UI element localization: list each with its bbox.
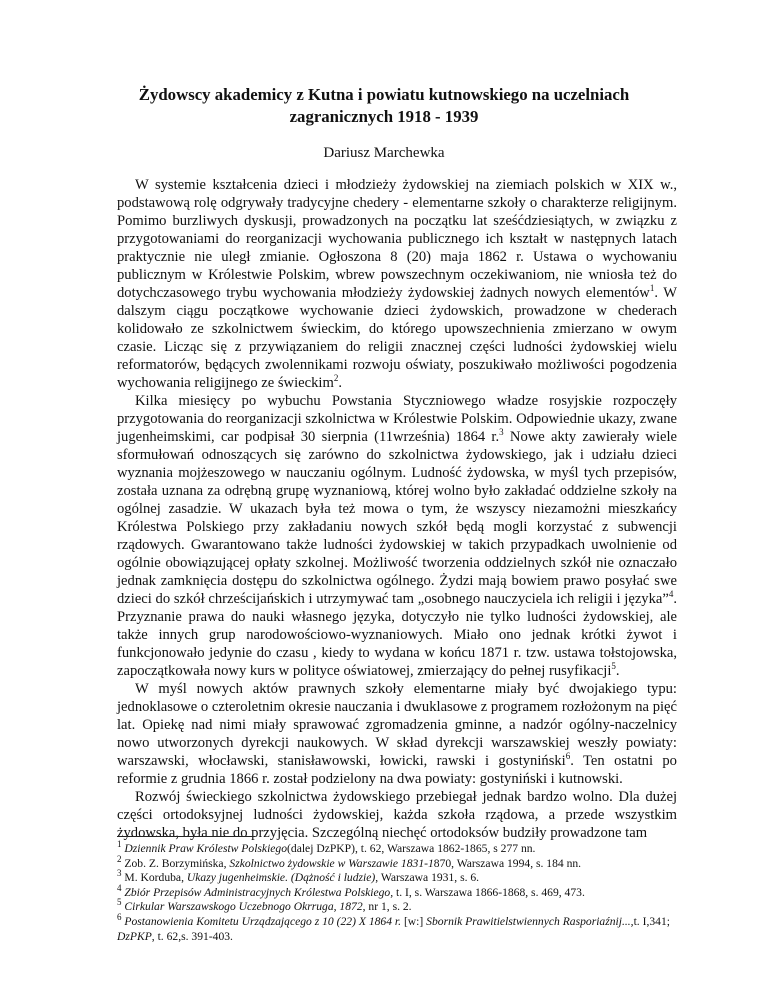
footnote-italic-text: Dziennik Praw Królestw Polskiego bbox=[124, 842, 288, 855]
article-body bbox=[117, 176, 677, 842]
paragraph-text: W systemie kształcenia dzieci i młodzieży żydowskiej na ziemiach polskich w XIX w., podstawową rolę odgrywały tradycyjne chedery - elementarne szkoły o charakterze religijnym. Pomimo burzliwych dyskusji, prowadzonych na początku lat sześćdziesiątych, w związku z przygotowaniami do reorganizacji wychowania publicznego ich kształt w następnych latach praktycznie nie uległ zmianie. Ogłoszona 8 (20) maja 1862 r. Ustawa o wychowaniu publicznym w Królestwie Polskim, wbrew powszechnym oczekiwaniom, nie wniosła też do dotychczasowego trybu wychowania młodzieży żydowskiej żadnych nowych elementów bbox=[117, 177, 677, 301]
paragraph-text: . bbox=[338, 375, 342, 391]
paragraph-text: W myśl nowych aktów prawnych szkoły elementarne miały być dwojakiego typu: jednoklasowe o czteroletnim okresie nauczania i dwuklasowe z programem rozłożonym na pięć lat. Opiekę nad nimi miały sprawować zgromadzenia gminne, a nadzór ogólny-naczelnicy nowo utworzonych dyrekcji naukowych. W skład dyrekcji warszawskiej weszły powiaty: warszawski, włocławski, stanisławowski, łowicki, rawski i gostyniński bbox=[117, 681, 677, 769]
footnote-number: 5 bbox=[117, 897, 122, 908]
footnote-number: 3 bbox=[117, 868, 122, 879]
article-title: Żydowscy akademicy z Kutna i powiatu kutnowskiego na uczelniach zagranicznych 1918 - 1939 bbox=[138, 85, 630, 126]
footnote-separator bbox=[117, 836, 255, 837]
footnote bbox=[117, 868, 677, 886]
paragraph-text: . Ten ostatni po reformie z grudnia 1866 r. został podzielony na dwa powiaty: gostyniński i kutnowski. bbox=[117, 753, 677, 787]
footnote-text: Zob. Z. Borzymińska, bbox=[124, 856, 230, 870]
footnote-reference: 5 bbox=[611, 661, 616, 672]
footnote-italic-text: Szkolnictwo żydowskie w Warszawie 1831-1 bbox=[229, 856, 434, 870]
footnote-number: 2 bbox=[117, 853, 122, 864]
footnote-number: 6 bbox=[117, 912, 122, 923]
footnote-reference: 1 bbox=[649, 283, 655, 294]
footnote bbox=[117, 853, 677, 872]
footnote-italic-text: Sbornik Prawitielstwiennych Rasporiaźnij..., bbox=[426, 914, 634, 928]
footnote-reference: 6 bbox=[565, 751, 571, 762]
footnote-italic-text: Postanowienia Komitetu Urządzającego z 10 (22) X 1864 r. bbox=[124, 914, 402, 928]
footnote-text: t. I,341; bbox=[633, 914, 670, 928]
body-paragraph bbox=[117, 680, 677, 788]
paragraph-text: Nowe akty zawierały wiele sformułowań odnoszących się zarówno do szkolnictwa żydowskiego, jak i udziału dzieci wyznania mojżeszowego w nauczaniu ogólnym. Ludność żydowska, w myśl tych przepisów, została uznana za odrębną grupę wyznaniową, której wolno było zakładać oddzielne szkoły na ogólnej zasadzie. W ukazach była też mowa o tym, że wszyscy niezamożni mieszkańcy Królestwa Polskiego przy zakładaniu nowych szkół będą mogli korzystać z subwencji rządowych. Gwarantowano także ludności żydowskiej w takich przypadkach uwolnienie od ogólnie obowiązującej opłaty szkolnej. Możliwość tworzenia oddzielnych szkół nie oznaczało jednak zamknięcia dostępu do szkolnictwa ogólnego. Żydzi mają bowiem prawo posyłać swe dzieci do szkół chrześcijańskich i utrzymywać tam „osobnego nauczyciela ich religii i języka” bbox=[117, 429, 678, 607]
paragraph-text: . bbox=[615, 663, 620, 679]
footnote-text: M. Korduba, bbox=[124, 871, 187, 885]
footnote-text: , t. 62,s. 391-403. bbox=[151, 929, 233, 943]
footnotes bbox=[117, 839, 677, 944]
footnote bbox=[117, 882, 677, 901]
body-paragraph bbox=[117, 176, 677, 392]
paragraph-text: Rozwój świeckiego szkolnictwa żydowskiego przebiegał jednak bardzo wolno. Dla dużej części ortodoksyjnej ludności żydowskiej, każda szkoła rządowa, a przede wszystkim żydowska, była nie do przyjęcia. Szczególną niechęć ortodoksów budziły prowadzone tam bbox=[117, 789, 677, 841]
footnote-text: t. I, s. Warszawa 1866-1868, s. 469, 473. bbox=[393, 885, 585, 899]
body-paragraph bbox=[117, 788, 677, 842]
footnote-italic-text: Ukazy jugenheimskie. (Dążność i ludzie) bbox=[186, 871, 376, 885]
paragraph-text: Kilka miesięcy po wybuchu Powstania Styczniowego władze rosyjskie rozpoczęły przygotowania do reorganizacji szkolnictwa w Królestwie Polskim. Odpowiednie ukazy, zwane jugenheimskimi, car podpisał 30 sierpnia (11września) 1864 r. bbox=[117, 393, 677, 445]
footnote-text: (dalej DzPKP), t. 62, Warszawa 1862-1865, s 277 nn. bbox=[287, 842, 536, 855]
footnote-italic-text: DzPKP bbox=[117, 929, 152, 943]
footnote-text: , nr 1, s. 2. bbox=[362, 900, 412, 914]
footnote bbox=[117, 839, 677, 857]
footnote-reference: 2 bbox=[333, 373, 339, 384]
footnote bbox=[117, 897, 677, 915]
body-paragraph bbox=[117, 392, 677, 680]
footnote-text: , Warszawa 1931, s. 6. bbox=[375, 871, 480, 885]
footnote-text: 870, Warszawa 1994, s. 184 nn. bbox=[433, 856, 582, 870]
paragraph-text: . Przyznanie prawa do nauki własnego języka, dotyczyło nie tylko ludności żydowskiej, ale także innych grup narodowościowo-wyznaniowych. Miało ono jednak krótki żywot i funkcjonowało jedynie do czasu , kiedy to wydana w końcu 1871 r. tzw. ustawa tołstojowska, zapoczątkowała nowy kurs w polityce oświatowej, zmierzający do pełnej rusyfikacji bbox=[117, 591, 677, 679]
footnote-number: 4 bbox=[117, 882, 122, 893]
footnote bbox=[117, 912, 677, 944]
footnote-italic-text: Cirkular Warszawskogo Uczebnogo Okrruga, 1872 bbox=[124, 900, 363, 914]
footnote-number: 1 bbox=[117, 839, 122, 850]
footnote-italic-text: Zbiór Przepisów Administracyjnych Królestwa Polskiego, bbox=[124, 885, 394, 899]
footnote-text: [w:] bbox=[401, 914, 427, 928]
footnote-reference: 3 bbox=[499, 427, 504, 438]
footnote-reference: 4 bbox=[668, 589, 674, 600]
author-name: Dariusz Marchewka bbox=[323, 145, 445, 161]
paragraph-text: . W dalszym ciągu początkowe wychowanie dzieci żydowskich, prowadzone w chederach kolidowało ze szkolnictwem świeckim, do którego upowszechnienia zmierzano w owym czasie. Licząc się z przywiązaniem do religii znacznej części ludności żydowskiej wielu reformatorów, będących zwolennikami rozwoju oświaty, poszukiwało możliwości pogodzenia wychowania religijnego ze świeckim bbox=[117, 285, 677, 391]
